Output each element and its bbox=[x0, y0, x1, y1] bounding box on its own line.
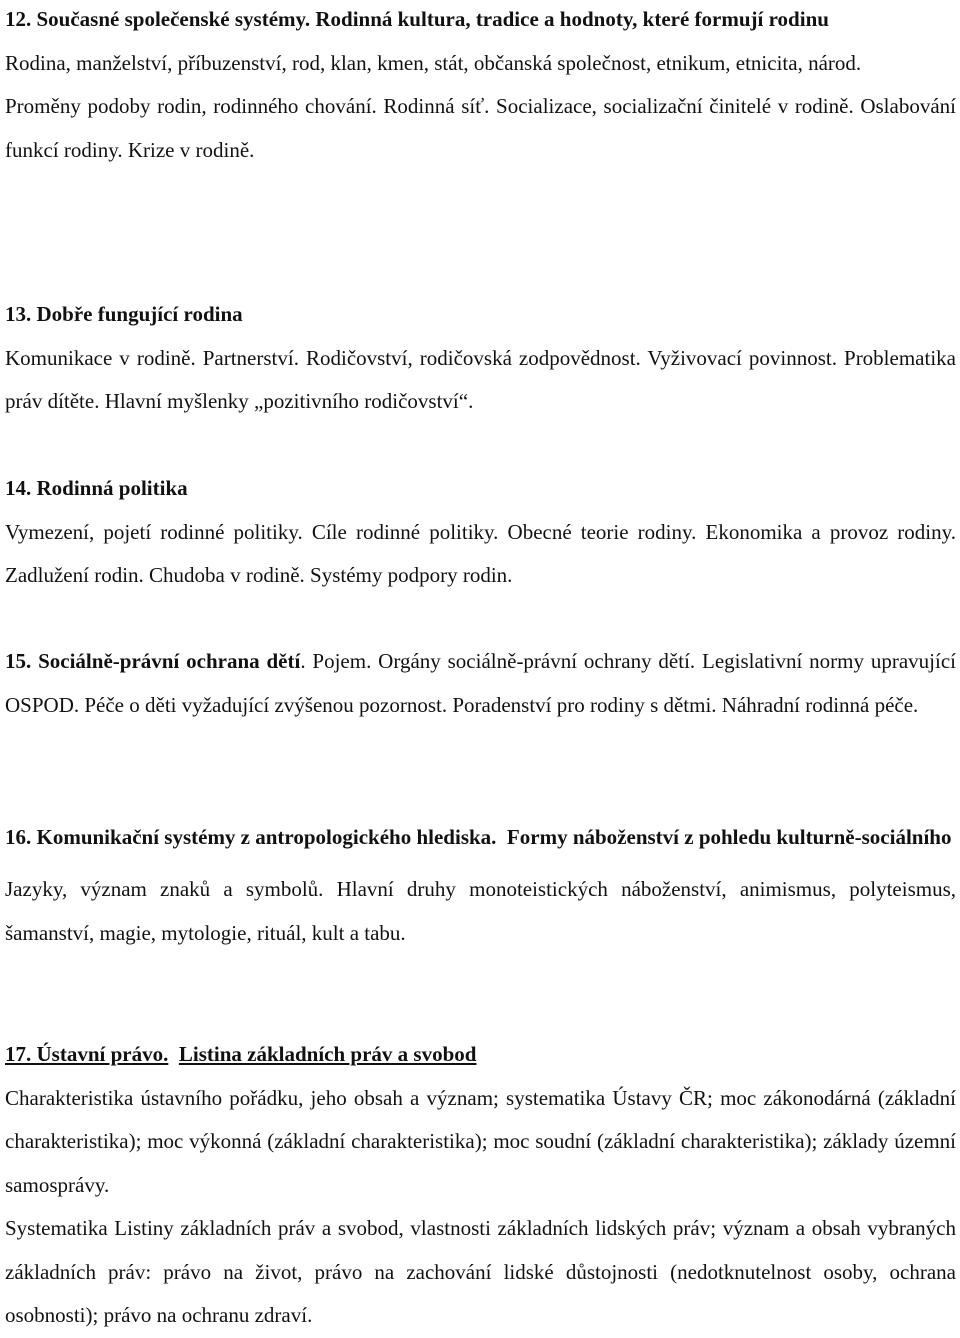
document-page bbox=[5, 0, 956, 1331]
section-14-paragraph-1: Vymezení, pojetí rodinné politiky. Cíle rodinné politiky. Obecné teorie rodiny. Ekonomika a provoz rodiny. Zadlužení rodin. Chudoba v rodině. Systémy podpory rodin. bbox=[5, 519, 956, 587]
section-14-heading: 14. Rodinná politika bbox=[5, 476, 188, 500]
section-15-paragraph bbox=[5, 640, 956, 727]
section-13 bbox=[5, 293, 956, 424]
section-12-paragraph-1: Rodina, manželství, příbuzenství, rod, klan, kmen, stát, občanská společnost, etnikum, etnicita, národ. bbox=[5, 50, 862, 75]
section-14 bbox=[5, 467, 956, 598]
section-16-heading-part-1: 16. Komunikační systémy z antropologického hlediska. bbox=[5, 825, 497, 849]
section-16-heading-part-2: Formy náboženství z pohledu kulturně-sociálního bbox=[506, 825, 952, 849]
section-15 bbox=[5, 640, 956, 727]
section-17-heading-part-2: Listina základních práv a svobod bbox=[178, 1042, 477, 1066]
section-12-paragraph-2: Proměny podoby rodin, rodinného chování. Rodinná síť. Socializace, socializační činitelé v rodině. Oslabování funkcí rodiny. Krize v rodině. bbox=[5, 94, 956, 162]
section-15-text: . Pojem. Orgány sociálně-právní ochrany dětí. Legislativní normy upravující OSPOD. Péče o děti vyžadující zvýšenou pozornost. Poradenství pro rodiny s dětmi. Náhradní rodinná péče. bbox=[5, 649, 956, 717]
section-17-heading bbox=[5, 1033, 956, 1077]
section-13-paragraph-1: Komunikace v rodině. Partnerství. Rodičovství, rodičovská zodpovědnost. Vyživovací povinnost. Problematika práv dítěte. Hlavní myšlenky „pozitivního rodičovství“. bbox=[5, 345, 956, 413]
section-13-heading: 13. Dobře fungující rodina bbox=[5, 302, 243, 326]
section-12 bbox=[5, 0, 956, 172]
section-16 bbox=[5, 823, 956, 955]
section-16-paragraph-1: Jazyky, význam znaků a symbolů. Hlavní druhy monoteistických náboženství, animismus, polyteismus, šamanství, magie, mytologie, rituál, kult a tabu. bbox=[5, 877, 956, 945]
section-17-paragraph-1: Charakteristika ústavního pořádku, jeho obsah a význam; systematika Ústavy ČR; moc zákonodárná (základní charakteristika); moc výkonná (základní charakteristika); moc soudní (základní charakteristika); základy územní samosprávy. bbox=[5, 1085, 956, 1197]
section-12-heading: 12. Současné společenské systémy. Rodinná kultura, tradice a hodnoty, které formují rodinu bbox=[5, 7, 829, 31]
section-17-heading-part-1: 17. Ústavní právo. bbox=[5, 1042, 169, 1066]
section-15-heading: 15. Sociálně-právní ochrana dětí bbox=[5, 649, 301, 673]
section-17-paragraph-2: Systematika Listiny základních práv a svobod, vlastnosti základních lidských práv; význam a obsah vybraných základních práv: právo na život, právo na zachování lidské důstojnosti (nedotknutelnost osoby, ochrana osobnosti); právo na ochranu zdraví. bbox=[5, 1216, 956, 1327]
section-17 bbox=[5, 1033, 956, 1338]
section-16-heading bbox=[5, 823, 956, 852]
